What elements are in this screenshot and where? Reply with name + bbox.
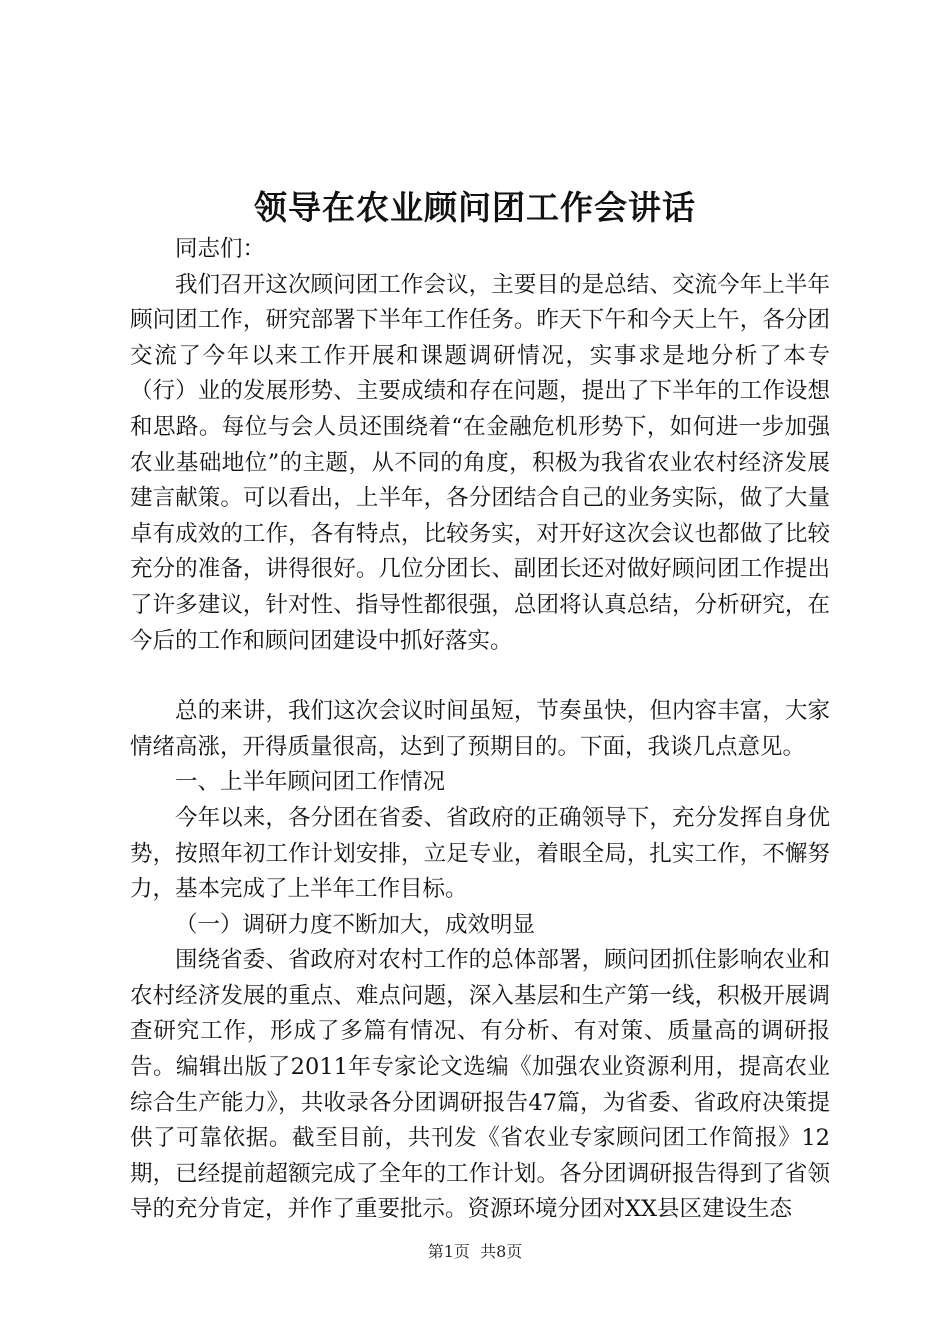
page-footer	[0, 1240, 950, 1264]
document-title: 领导在农业顾问团工作会讲话	[254, 188, 696, 227]
subsection-heading-1: （一）调研力度不断加大，成效明显	[175, 911, 536, 938]
page-total: 共8页	[480, 1242, 523, 1261]
paragraph-section-1: 今年以来，各分团在省委、省政府的正确领导下，充分发挥自身优势，按照年初工作计划安排，立足专业，着眼全局，扎实工作，不懈努力，基本完成了上半年工作目标。	[130, 804, 830, 903]
section-heading-1: 一、上半年顾问团工作情况	[175, 769, 446, 796]
salutation: 同志们：	[175, 236, 266, 262]
paragraph-intro: 我们召开这次顾问团工作会议，主要目的是总结、交流今年上半年顾问团工作，研究部署下半年工作任务。昨天下午和今天上午，各分团交流了今年以来工作开展和课题调研情况，实事求是地分析了本专（行）业的发展形势、主要成绩和存在问题，提出了下半年的工作设想和思路。每位与会人员还围绕着“在金融危机形势下，如何进一步加强农业基础地位”的主题，从不同的角度，积极为我省农业农村经济发展建言献策。可以看出，上半年，各分团结合自己的业务实际，做了大量卓有成效的工作，各有特点，比较务实，对开好这次会议也都做了比较充分的准备，讲得很好。几位分团长、副团长还对做好顾问团工作提出了许多建议，针对性、指导性都很强，总团将认真总结，分析研究，在今后的工作和顾问团建设中抓好落实。	[130, 271, 830, 654]
document-body	[130, 232, 830, 1228]
paragraph-subsection-1: 围绕省委、省政府对农村工作的总体部署，顾问团抓住影响农业和农村经济发展的重点、难点问题，深入基层和生产第一线，积极开展调查研究工作，形成了多篇有情况、有分析、有对策、质量高的调研报告。编辑出版了2011年专家论文选编《加强农业资源利用，提高农业综合生产能力》，共收录各分团调研报告47篇，为省委、省政府决策提供了可靠依据。截至目前，共刊发《省农业专家顾问团工作简报》12期，已经提前超额完成了全年的工作计划。各分团调研报告得到了省领导的充分肯定，并作了重要批示。资源环境分团对XX县区建设生态	[130, 947, 830, 1223]
paragraph-summary: 总的来讲，我们这次会议时间虽短，节奏虽快，但内容丰富，大家情绪高涨，开得质量很高，达到了预期目的。下面，我谈几点意见。	[130, 698, 830, 760]
page-number: 第1页	[427, 1242, 470, 1261]
